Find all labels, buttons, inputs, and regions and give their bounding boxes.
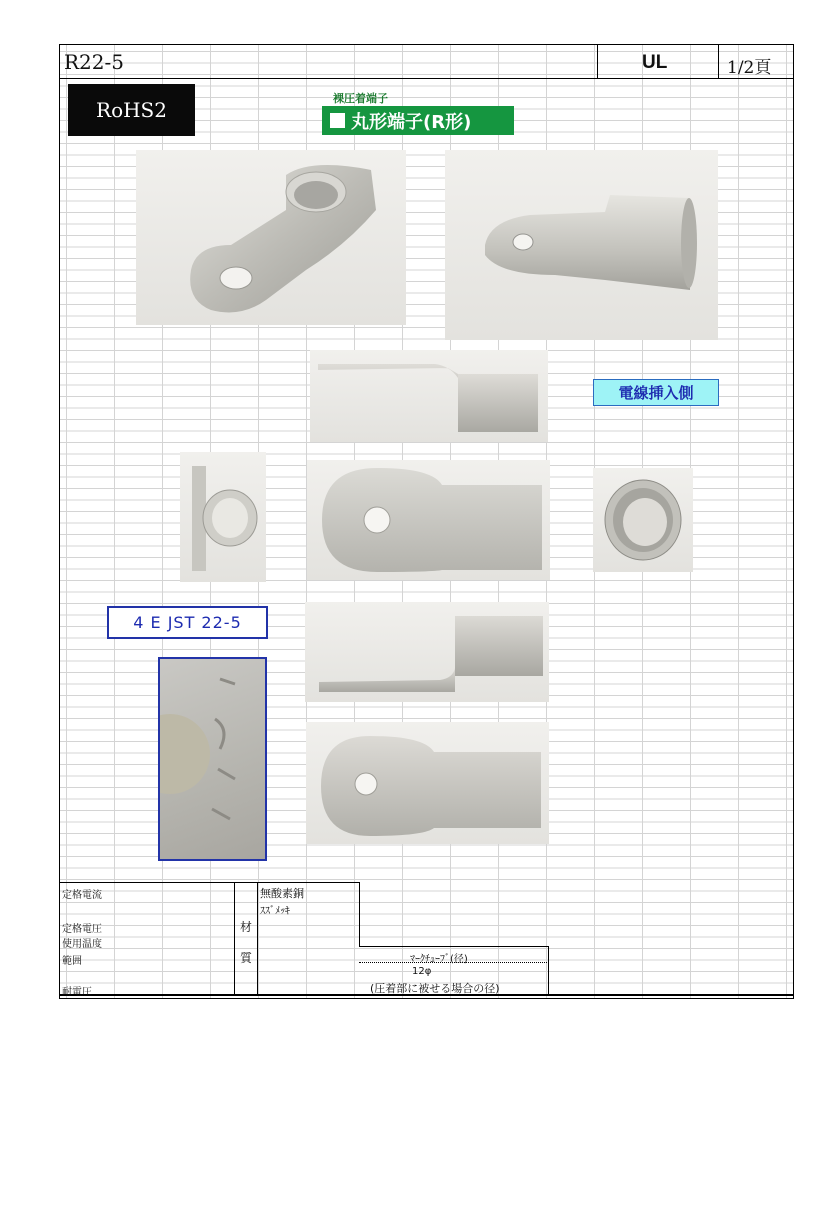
material-label-1: 材 bbox=[240, 920, 253, 934]
barrel-end-illustration bbox=[593, 468, 693, 572]
material-value-copper: 無酸素銅 bbox=[260, 887, 304, 900]
marking-label: 4 E JST 22-5 bbox=[107, 606, 268, 639]
photo-top-view-2 bbox=[306, 722, 549, 844]
material-value-plating: ｽｽﾞﾒｯｷ bbox=[260, 906, 290, 917]
header-separator bbox=[718, 44, 719, 78]
range-label: 範囲 bbox=[62, 956, 82, 967]
terminal-edge-illustration bbox=[180, 452, 266, 582]
header-separator bbox=[597, 44, 598, 78]
spec-table-top-border bbox=[59, 882, 359, 995]
operating-temp-label: 使用温度 bbox=[62, 939, 102, 950]
mark-tube-title: ﾏｰｸﾁｭｰﾌﾞ(径) bbox=[410, 954, 468, 965]
photo-top-view bbox=[307, 460, 550, 580]
photo-barrel-end bbox=[593, 468, 693, 572]
rated-voltage-label: 定格電圧 bbox=[62, 924, 102, 935]
withstand-voltage-label: 耐電圧 bbox=[62, 987, 92, 998]
header-divider bbox=[59, 78, 794, 79]
rated-current-label: 定格電流 bbox=[62, 890, 102, 901]
terminal-top-illustration bbox=[307, 460, 550, 580]
photo-edge-view bbox=[180, 452, 266, 582]
page-number: 1/2頁 bbox=[727, 58, 772, 78]
terminal-perspective-illustration bbox=[445, 150, 718, 340]
marking-closeup-photo bbox=[158, 657, 267, 861]
terminal-top-illustration bbox=[306, 722, 549, 844]
photo-side-view bbox=[310, 350, 548, 442]
terminal-perspective-illustration bbox=[136, 150, 406, 325]
spec-column-divider bbox=[234, 882, 235, 995]
spec-column-divider bbox=[359, 882, 360, 947]
marking-closeup-illustration bbox=[160, 659, 265, 859]
terminal-side-illustration bbox=[310, 350, 548, 442]
photo-perspective-1 bbox=[136, 150, 406, 325]
material-label-2: 質 bbox=[240, 951, 253, 965]
part-number: R22-5 bbox=[64, 50, 124, 74]
certification-mark: UL bbox=[642, 52, 668, 73]
product-title bbox=[322, 106, 514, 135]
square-icon bbox=[330, 113, 345, 128]
photo-side-view-2 bbox=[305, 602, 549, 702]
wire-insertion-side-label: 電線挿入側 bbox=[593, 379, 719, 406]
product-title-text: 丸形端子(R形) bbox=[351, 111, 472, 133]
terminal-side-illustration bbox=[305, 602, 549, 702]
category-label: 裸圧着端子 bbox=[333, 92, 388, 105]
rohs-badge: RoHS2 bbox=[68, 84, 195, 136]
mark-tube-value: 12φ bbox=[412, 966, 432, 977]
spec-column-divider bbox=[257, 882, 258, 995]
photo-perspective-2 bbox=[445, 150, 718, 340]
mark-tube-note: (圧着部に被せる場合の径) bbox=[370, 982, 500, 995]
